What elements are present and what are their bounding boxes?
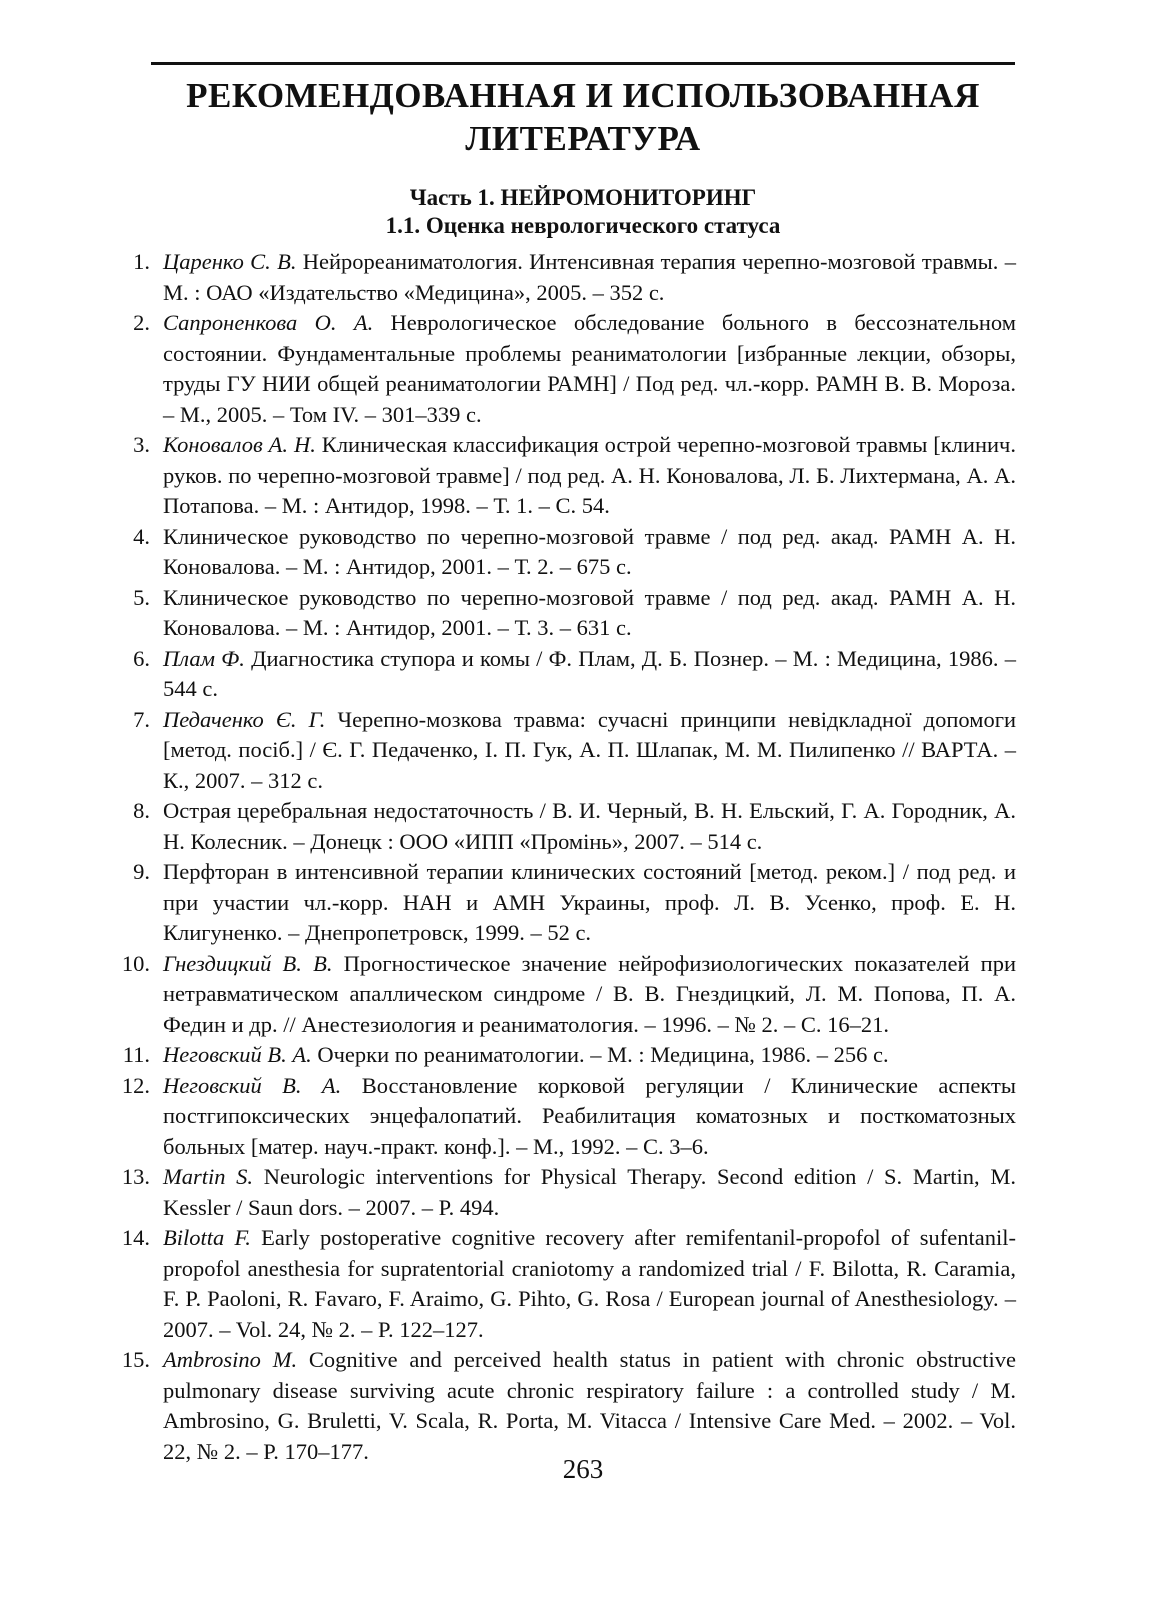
reference-text: Клиническое руководство по черепно-мозговой травме / под ред. акад. РАМН А. Н. Коновалова. – М. : Антидор, 2001. – Т. 2. – 675 с. (163, 523, 1016, 579)
top-rule (151, 62, 1015, 65)
reference-text: Нейрореаниматология. Интенсивная терапия черепно-мозговой травмы. – М. : ОАО «Издательство «Медицина», 2005. – 352 с. (163, 249, 1016, 305)
reference-item (118, 430, 1016, 522)
reference-author: Bilotta F. (163, 1225, 251, 1250)
reference-text: Перфторан в интенсивной терапии клинических состояний [метод. реком.] / под ред. и при участии чл.-корр. НАН и АМН Украины, проф. Л. В. Усенко, проф. Е. Н. Клигуненко. – Днепропетровск, 1999. – 52 с. (163, 859, 1016, 945)
reference-author: Ambrosino M. (163, 1347, 298, 1372)
reference-number: 1. (133, 249, 150, 274)
reference-text: Прогностическое значение нейрофизиологических показателей при нетравматическом апаллическом синдроме / В. В. Гнездицкий, Л. М. Попова, П. А. Федин и др. // Анестезиология и реаниматология. – 1996. – № 2. – С. 16–21. (163, 950, 1016, 1037)
section-title: 1.1. Оценка неврологического статуса (385, 213, 781, 238)
reference-number: 5. (133, 584, 150, 610)
reference-item (118, 857, 1016, 949)
page-number: 263 (562, 1454, 604, 1484)
reference-number: 11. (122, 1042, 150, 1067)
reference-item (118, 1162, 1016, 1223)
page-title-line2: ЛИТЕРАТУРА (465, 119, 701, 158)
reference-item (118, 247, 1016, 308)
reference-text: Neurologic interventions for Physical Therapy. Second edition / S. Martin, M. Kessler / Saun dors. – 2007. – P. 494. (163, 1164, 1016, 1220)
reference-number: 14. (121, 1225, 150, 1250)
reference-text: Острая церебральная недостаточность / В. И. Черный, В. Н. Ельский, Г. А. Городник, А. Н. Колесник. – Донецк : ООО «ИПП «Промінь», 2007. – 514 с. (163, 798, 1016, 854)
reference-number: 6. (133, 645, 150, 671)
reference-text: Клиническая классификация острой черепно-мозговой травмы [клинич. руков. по черепно-мозговой травме] / под ред. А. Н. Коновалова, Л. Б. Лихтермана, А. А. Потапова. – М. : Антидор, 1998. – Т. 1. – С. 54. (163, 432, 1016, 518)
reference-item (118, 1223, 1016, 1345)
reference-item (118, 522, 1016, 583)
reference-number: 7. (133, 706, 150, 732)
reference-item (118, 1345, 1016, 1467)
reference-number: 13. (121, 1164, 150, 1189)
reference-list (118, 247, 1016, 1467)
reference-author: Martin S. (163, 1164, 254, 1189)
reference-author: Неговский В. А. (163, 1072, 342, 1098)
reference-number: 10. (121, 950, 150, 976)
reference-number: 15. (121, 1347, 150, 1372)
reference-number: 8. (133, 798, 150, 823)
reference-author: Плам Ф. (163, 645, 245, 671)
page-title (151, 74, 1015, 160)
reference-author: Гнездицкий В. В. (163, 950, 333, 976)
reference-number: 12. (121, 1072, 150, 1098)
reference-number: 2. (133, 310, 150, 335)
reference-text: Cognitive and perceived health status in patient with chronic obstructive pulmonary disease surviving acute chronic respiratory failure : a controlled study / M. Ambrosino, G. Bruletti, V. Scala, R. Porta, M. Vitacca / Intensive Care Med. – 2002. – Vol. 22, № 2. – P. 170–177. (163, 1347, 1016, 1464)
reference-text: Early postoperative cognitive recovery after remifentanil-propofol of sufentanil-propofol anesthesia for supratentorial craniotomy a randomized trial / F. Bilotta, R. Caramia, F. P. Paoloni, R. Favaro, F. Araimo, G. Pihto, G. Rosa / European journal of Anesthesiology. – 2007. – Vol. 24, № 2. – P. 122–127. (163, 1225, 1016, 1342)
reference-item (118, 949, 1016, 1041)
reference-number: 3. (133, 432, 150, 457)
reference-item (118, 583, 1016, 644)
reference-author: Педаченко Є. Г. (163, 706, 326, 732)
reference-text: Восстановление корковой регуляции / Клинические аспекты постгипоксических энцефалопатий. Реабилитация коматозных и посткоматозных больных [матер. науч.-практ. конф.]. – М., 1992. – С. 3–6. (163, 1072, 1017, 1159)
reference-item (118, 1071, 1016, 1163)
reference-text: Диагностика ступора и комы / Ф. Плам, Д. Б. Познер. – М. : Медицина, 1986. – 544 с. (163, 645, 1016, 701)
reference-text: Клиническое руководство по черепно-мозговой травме / под ред. акад. РАМН А. Н. Коновалова. – М. : Антидор, 2001. – Т. 3. – 631 с. (163, 584, 1016, 640)
reference-text: Очерки по реаниматологии. – М. : Медицина, 1986. – 256 с. (311, 1042, 889, 1067)
reference-item (118, 705, 1016, 797)
reference-number: 4. (133, 523, 150, 549)
reference-author: Сапроненкова О. А. (163, 310, 374, 335)
reference-author: Коновалов А. Н. (163, 432, 316, 457)
reference-author: Царенко С. В. (163, 249, 297, 274)
reference-item (118, 1040, 1016, 1071)
reference-text: Неврологическое обследование больного в бессознательном состоянии. Фундаментальные проблемы реаниматологии [избранные лекции, обзоры, труды ГУ НИИ общей реаниматологии РАМН] / Под ред. чл.-корр. РАМН В. В. Мороза. – М., 2005. – Том IV. – 301–339 с. (163, 310, 1016, 427)
reference-item (118, 796, 1016, 857)
reference-author: Неговский В. А. (163, 1042, 312, 1067)
reference-item (118, 644, 1016, 705)
page-title-line1: РЕКОМЕНДОВАННАЯ И ИСПОЛЬЗОВАННАЯ (186, 76, 980, 115)
reference-text: Черепно-мозкова травма: сучасні принципи невідкладної допомоги [метод. посіб.] / Є. Г. Педаченко, І. П. Гук, А. П. Шлапак, М. М. Пилипенко // ВАРТА. – К., 2007. – 312 с. (163, 706, 1016, 793)
reference-item (118, 308, 1016, 430)
part-title: Часть 1. НЕЙРОМОНИТОРИНГ (409, 185, 757, 210)
reference-number: 9. (133, 859, 150, 884)
